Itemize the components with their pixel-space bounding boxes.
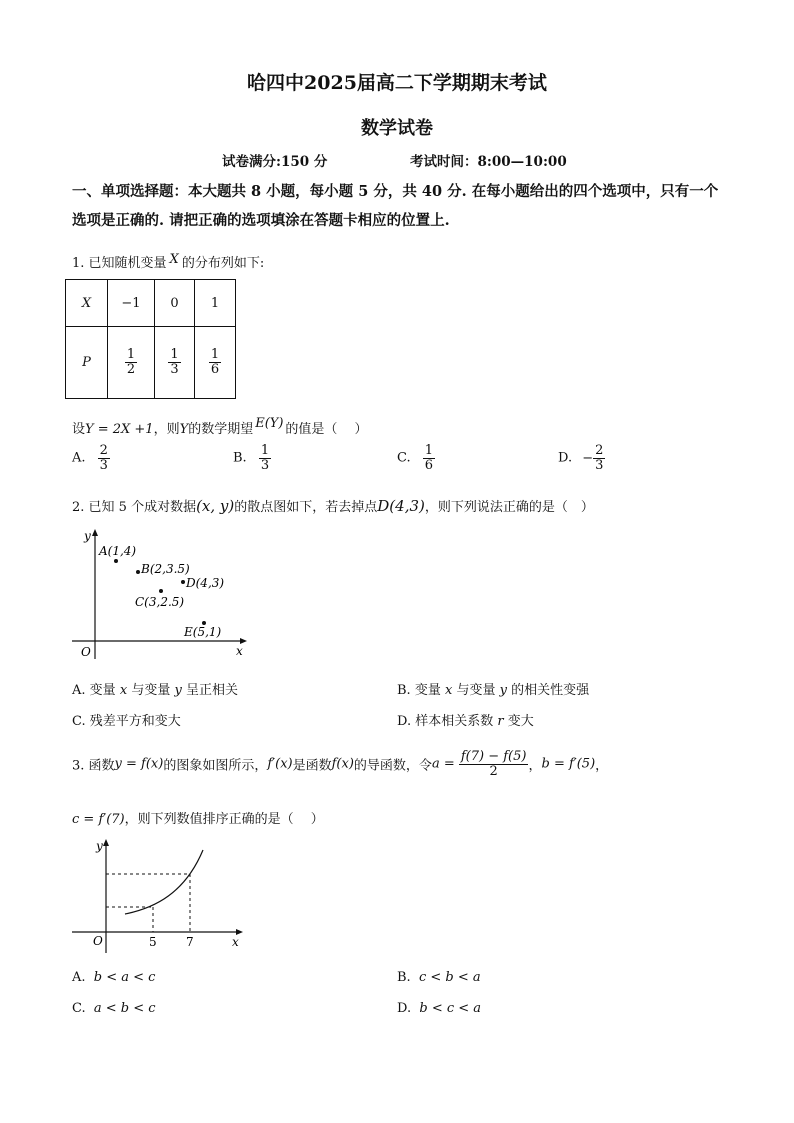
q2-point-e-label: E(5,1) [184, 625, 222, 639]
q2-option-a[interactable]: A. 变量 x 与变量 y 呈正相关 [72, 683, 238, 698]
q3-stem-line1: 3. 函数y = f(x)的图象如图所示，f′(x)是函数f(x)的导函数，令a = $\frac{f(7) - f(5)}{2}$ ，b = f′(5)， [72, 749, 609, 779]
q1-table-cell: $\frac{1}{2}$ [108, 327, 155, 399]
q2-option-c[interactable]: C. 残差平方和变大 [72, 714, 181, 729]
q2-scatter-plot [68, 526, 248, 662]
q2-point-d [181, 580, 185, 584]
q1-table-header-x: X [66, 280, 108, 327]
q3-curve [125, 850, 203, 914]
q1-table-cell: −1 [108, 280, 155, 327]
q1-option-b[interactable]: B. $\frac{1}{3}$ [233, 443, 270, 473]
q1-follow-ey: E(Y) [255, 416, 284, 431]
q2-point-b-label: B(2,3.5) [141, 562, 190, 576]
q3-option-a[interactable]: A. b < a < c [72, 970, 156, 985]
q2-y-label: y [84, 529, 91, 543]
q1-stem-prefix: 1. 已知随机变量 [72, 256, 167, 271]
q3-origin-label: O [93, 934, 103, 948]
q1-table-cell: $\frac{1}{6}$ [195, 327, 236, 399]
q2-origin-label: O [81, 645, 91, 659]
q1-table-cell: $\frac{1}{3}$ [155, 327, 195, 399]
score-info: 试卷满分:150 分 [222, 154, 328, 170]
q1-follow-y: Y [179, 422, 189, 437]
q2-stem: 2. 已知 5 个成对数据(x, y)的散点图如下，若去掉点D(4,3)，则下列说法正确的是（ ） [72, 497, 594, 515]
q2-option-d[interactable]: D. 样本相关系数 r 变大 [397, 714, 534, 729]
q3-stem-line2: c = f′(7)，则下列数值排序正确的是（ ） [72, 812, 324, 827]
q3-option-c[interactable]: C. a < b < c [72, 1001, 156, 1016]
q1-follow-text: 的数学期望 [188, 422, 254, 437]
q2-point-b [136, 570, 140, 574]
q2-x-label: x [236, 644, 243, 658]
time-info: 考试时间：8:00—10:00 [410, 154, 567, 170]
q1-stem-var: X [169, 252, 179, 267]
q3-y-arrow-icon [103, 839, 109, 846]
q2-point-c [159, 589, 163, 593]
q1-follow [72, 418, 368, 437]
q2-point-a-label: A(1,4) [99, 544, 137, 558]
q1-follow-text: 的值是（ ） [285, 422, 368, 437]
q3-tick-7: 7 [186, 935, 194, 949]
q3-tick-5: 5 [149, 935, 157, 949]
q2-point-c-label: C(3,2.5) [135, 595, 185, 609]
q3-option-d[interactable]: D. b < c < a [397, 1001, 482, 1016]
q3-y-label: y [96, 839, 103, 853]
q1-follow-text: ，则 [153, 422, 180, 437]
q1-option-c[interactable]: C. $\frac{1}{6}$ [397, 443, 434, 473]
q2-point-a [114, 559, 118, 563]
q1-stem [72, 252, 264, 271]
q3-option-b[interactable]: B. c < b < a [397, 970, 481, 985]
q1-table-cell: 0 [155, 280, 195, 327]
q3-x-label: x [232, 935, 239, 949]
q1-follow-text: 设 [72, 422, 86, 437]
q2-point-d-label: D(4,3) [186, 576, 225, 590]
q1-stem-suffix: 的分布列如下: [181, 256, 265, 271]
q3-function-graph [70, 838, 246, 956]
q2-option-b[interactable]: B. 变量 x 与变量 y 的相关性变强 [397, 683, 590, 698]
section-instructions: 一、单项选择题：本大题共 8 小题，每小题 5 分，共 40 分. 在每小题给出的四个选项中，只有一个选项是正确的. 请把正确的选项填涂在答题卡相应的位置上. [72, 183, 719, 229]
q1-option-a[interactable]: A. $\frac{2}{3}$ [72, 443, 108, 473]
q1-follow-eq: Y = 2X +1 [85, 422, 154, 437]
exam-subtitle: 数学试卷 [361, 118, 433, 139]
q1-table-cell: 1 [195, 280, 236, 327]
q1-option-d[interactable]: D. − $\frac{2}{3}$ [558, 443, 604, 473]
q2-y-arrow-icon [92, 529, 98, 536]
exam-title: 哈四中2025届高二下学期期末考试 [247, 72, 547, 94]
q1-table-header-p: P [66, 327, 108, 399]
q1-distribution-table [65, 279, 236, 399]
